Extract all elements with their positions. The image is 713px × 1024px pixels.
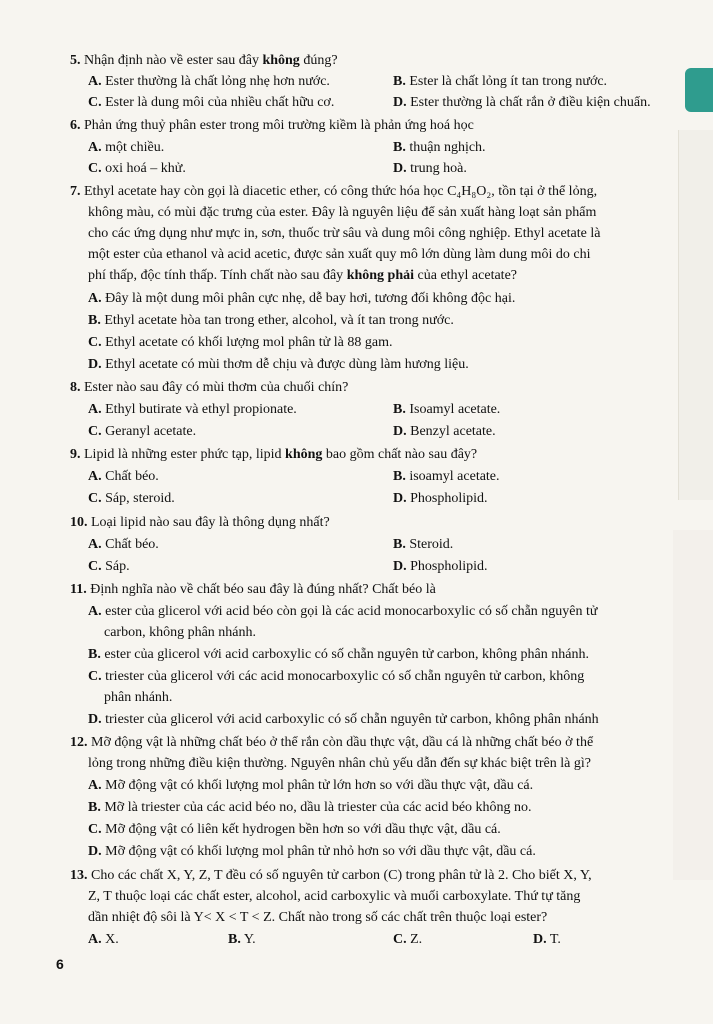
question-number: 6. (70, 118, 81, 133)
question-number: 12. (70, 735, 88, 750)
answer-option (88, 423, 196, 441)
option-letter: C. (88, 424, 102, 439)
question-stem-continuation (88, 267, 517, 285)
emphasis-word: không (262, 53, 300, 68)
option-text: T. (546, 932, 561, 947)
option-letter: A. (88, 778, 102, 793)
option-text: Chất béo. (101, 537, 159, 552)
option-text: Mỡ động vật có khối lượng mol phân tử lớn hơn so với dầu thực vật, dầu cá. (101, 778, 534, 793)
option-text: Ester là dung môi của nhiều chất hữu cơ. (101, 95, 335, 110)
option-letter: A. (88, 469, 102, 484)
option-text: Mỡ động vật có khối lượng mol phân tử nhỏ hơn so với dầu thực vật, dầu cá. (101, 844, 536, 859)
answer-option (88, 821, 501, 839)
option-text: Chất béo. (101, 469, 159, 484)
question-text: của ethyl acetate? (414, 268, 517, 283)
answer-option (393, 139, 486, 157)
answer-option (88, 711, 599, 729)
option-letter: C. (88, 161, 102, 176)
option-letter: B. (393, 469, 406, 484)
option-letter: A. (88, 74, 102, 89)
option-text: Ethyl acetate hòa tan trong ether, alcohol, và ít tan trong nước. (100, 313, 454, 328)
question-stem (70, 514, 330, 532)
question-text: Nhận định nào về ester sau đây (80, 53, 263, 68)
option-text: oxi hoá – khử. (101, 161, 186, 176)
option-letter: C. (88, 491, 102, 506)
question-stem (70, 446, 477, 464)
emphasis-word: không (285, 447, 323, 462)
option-text: X. (101, 932, 119, 947)
question-text: đúng? (299, 53, 338, 68)
answer-option (88, 931, 119, 949)
option-text: Ester thường là chất lỏng nhẹ hơn nước. (101, 74, 330, 89)
option-letter: C. (88, 335, 102, 350)
option-letter: D. (88, 357, 102, 372)
text-continuation: phân nhánh. (104, 690, 173, 705)
option-letter: B. (228, 932, 241, 947)
answer-option (88, 558, 130, 576)
option-letter: B. (393, 140, 406, 155)
option-letter: D. (393, 491, 407, 506)
question-number: 9. (70, 447, 81, 462)
option-text: Sáp, steroid. (101, 491, 175, 506)
question-stem (70, 581, 436, 599)
answer-option (393, 536, 453, 554)
answer-option (393, 423, 496, 441)
answer-option (88, 139, 164, 157)
option-letter: B. (393, 74, 406, 89)
option-letter: B. (393, 402, 406, 417)
option-text: Steroid. (405, 537, 454, 552)
question-text: Cho các chất X, Y, Z, T đều có số nguyên tử carbon (C) trong phân tử là 2. Cho biết X, Y, (87, 868, 592, 883)
option-letter: C. (88, 559, 102, 574)
option-letter: A. (88, 140, 102, 155)
answer-option (88, 312, 454, 330)
answer-option (88, 603, 597, 621)
emphasis-word: không phải (346, 268, 415, 283)
option-letter: B. (88, 647, 101, 662)
option-text: Ester thường là chất rắn ở điều kiện chuẩn. (406, 95, 651, 110)
question-number: 8. (70, 380, 81, 395)
option-letter: D. (393, 161, 407, 176)
text-continuation: Z, T thuộc loại các chất ester, alcohol, acid carboxylic và muối carboxylate. Thứ tự tăng (88, 889, 581, 904)
question-stem (70, 867, 592, 885)
answer-option (393, 468, 500, 486)
answer-option (88, 356, 469, 374)
text-continuation: lỏng trong những điều kiện thường. Nguyên nhân chủ yếu dẫn đến sự khác biệt trên là gì? (88, 756, 591, 771)
question-text: Ethyl acetate hay còn gọi là diacetic ether, có công thức hóa học C₄H₈O₂, tồn tại ở thể lỏng, (80, 184, 598, 199)
answer-option (393, 73, 607, 91)
option-letter: A. (88, 402, 102, 417)
page-number: 6 (56, 956, 64, 972)
question-number: 13. (70, 868, 88, 883)
option-letter: A. (88, 537, 102, 552)
question-text: bao gồm chất nào sau đây? (322, 447, 478, 462)
text-continuation: dần nhiệt độ sôi là Y< X < T < Z. Chất nào trong số các chất trên thuộc loại ester? (88, 910, 548, 925)
answer-option (88, 777, 533, 795)
edge-tab-decoration (685, 68, 713, 112)
option-text: Isoamyl acetate. (405, 402, 501, 417)
question-stem (70, 52, 338, 70)
option-text: Y. (240, 932, 256, 947)
question-text: Loại lipid nào sau đây là thông dụng nhất? (87, 515, 330, 530)
bleed-through-area (678, 130, 713, 500)
question-number: 10. (70, 515, 88, 530)
answer-option (88, 536, 159, 554)
option-text: Đây là một dung môi phân cực nhẹ, dễ bay hơi, tương đối không độc hại. (101, 291, 516, 306)
option-text: Ethyl acetate có khối lượng mol phân tử là 88 gam. (101, 335, 393, 350)
question-number: 5. (70, 53, 81, 68)
bleed-through-area (673, 530, 713, 880)
option-letter: C. (88, 95, 102, 110)
option-text: Z. (406, 932, 423, 947)
answer-option (228, 931, 256, 949)
answer-option (533, 931, 561, 949)
option-letter: D. (88, 844, 102, 859)
answer-option (393, 94, 651, 112)
text-continuation: carbon, không phân nhánh. (104, 625, 257, 640)
answer-option (88, 468, 159, 486)
option-text: triester của glicerol với acid carboxylic có số chẵn nguyên tử carbon, không phân nhánh (101, 712, 599, 727)
option-text: triester của glicerol với các acid monocarboxylic có số chẵn nguyên tử carbon, không (101, 669, 585, 684)
option-text: isoamyl acetate. (405, 469, 500, 484)
question-text: Lipid là những ester phức tạp, lipid (80, 447, 286, 462)
option-text: trung hoà. (406, 161, 467, 176)
text-continuation: không màu, có mùi đặc trưng của ester. Đây là nguyên liệu để sản xuất hàng loạt sản phẩm (88, 205, 597, 220)
option-letter: C. (88, 669, 102, 684)
option-text: Benzyl acetate. (406, 424, 496, 439)
answer-option (393, 401, 500, 419)
option-text: ester của glicerol với acid béo còn gọi là các acid monocarboxylic có số chẵn nguyên tử (101, 604, 598, 619)
option-text: ester của glicerol với acid carboxylic có số chẵn nguyên tử carbon, không phân nhánh. (100, 647, 589, 662)
answer-option (393, 160, 467, 178)
option-text: Geranyl acetate. (101, 424, 197, 439)
option-letter: A. (88, 932, 102, 947)
answer-option (88, 668, 584, 686)
option-letter: B. (393, 537, 406, 552)
option-text: Mỡ động vật có liên kết hydrogen bền hơn so với dầu thực vật, dầu cá. (101, 822, 501, 837)
option-text: Phospholipid. (406, 491, 488, 506)
option-letter: C. (393, 932, 407, 947)
option-text: Ethyl acetate có mùi thơm dễ chịu và được dùng làm hương liệu. (101, 357, 469, 372)
question-number: 11. (70, 582, 87, 597)
answer-option (88, 646, 589, 664)
option-letter: D. (393, 559, 407, 574)
question-text: Phản ứng thuỷ phân ester trong môi trường kiềm là phản ứng hoá học (80, 118, 474, 133)
answer-option (88, 290, 515, 308)
option-letter: A. (88, 291, 102, 306)
option-text: Ester là chất lỏng ít tan trong nước. (405, 74, 608, 89)
answer-option (88, 94, 334, 112)
answer-option (88, 73, 330, 91)
option-letter: D. (88, 712, 102, 727)
question-stem (70, 379, 348, 397)
question-number: 7. (70, 184, 81, 199)
answer-option (88, 799, 532, 817)
question-text: Mỡ động vật là những chất béo ở thể rắn còn dầu thực vật, dầu cá là những chất béo ở thể (87, 735, 594, 750)
answer-option (88, 401, 297, 419)
answer-option (393, 490, 488, 508)
text-continuation: cho các ứng dụng như mực in, sơn, thuốc trừ sâu và dung môi công nghiệp. Ethyl acetate là (88, 226, 601, 241)
option-text: Mỡ là triester của các acid béo no, dầu là triester của các acid béo không no. (100, 800, 532, 815)
text-continuation: một ester của ethanol và acid acetic, được sản xuất quy mô lớn dùng làm dung môi do chi (88, 247, 591, 262)
question-text: Định nghĩa nào về chất béo sau đây là đúng nhất? Chất béo là (86, 582, 436, 597)
option-letter: C. (88, 822, 102, 837)
option-text: Phospholipid. (406, 559, 488, 574)
answer-option (88, 843, 536, 861)
answer-option (88, 334, 392, 352)
answer-option (393, 931, 422, 949)
option-text: Ethyl butirate và ethyl propionate. (101, 402, 297, 417)
option-letter: D. (533, 932, 547, 947)
answer-option (88, 490, 175, 508)
option-text: một chiều. (101, 140, 165, 155)
question-stem (70, 183, 597, 201)
option-letter: A. (88, 604, 102, 619)
option-text: thuận nghịch. (405, 140, 486, 155)
question-stem (70, 734, 593, 752)
question-stem (70, 117, 474, 135)
option-letter: D. (393, 95, 407, 110)
option-letter: B. (88, 313, 101, 328)
option-letter: B. (88, 800, 101, 815)
option-text: Sáp. (101, 559, 130, 574)
answer-option (88, 160, 186, 178)
answer-option (393, 558, 488, 576)
question-text: phí thấp, độc tính thấp. Tính chất nào sau đây (88, 268, 347, 283)
question-text: Ester nào sau đây có mùi thơm của chuối chín? (80, 380, 349, 395)
option-letter: D. (393, 424, 407, 439)
